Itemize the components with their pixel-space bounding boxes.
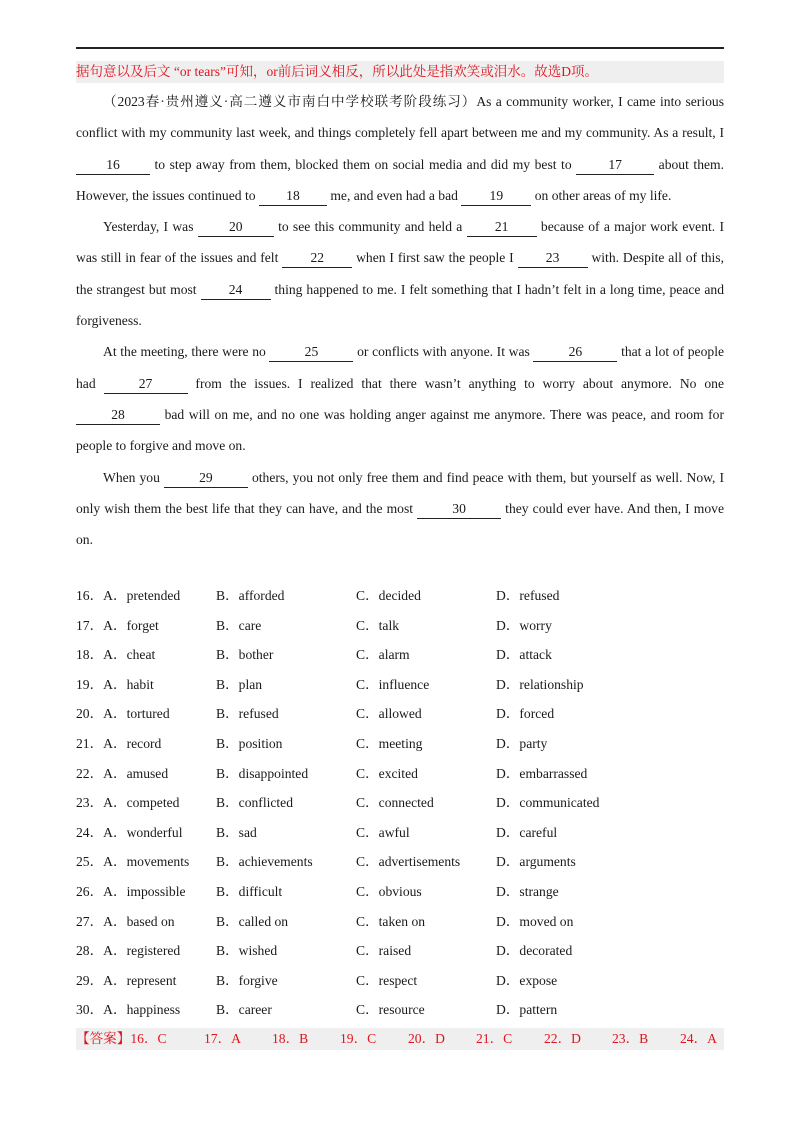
source-note: （2023春·贵州遵义·高二遵义市南白中学校联考阶段练习） xyxy=(103,94,477,109)
option-b: B．achievements xyxy=(216,854,313,870)
option-a: 27．A．based on xyxy=(76,913,175,929)
blank-21: 21 xyxy=(467,218,537,237)
option-c: C．meeting xyxy=(356,735,423,751)
option-b: B．refused xyxy=(216,706,279,722)
option-a: 25．A．movements xyxy=(76,854,190,870)
option-d: D．relationship xyxy=(496,676,584,692)
question-22 xyxy=(76,761,724,791)
paragraph-2 xyxy=(76,211,724,336)
option-a: 28．A．registered xyxy=(76,943,181,959)
question-21 xyxy=(76,731,724,761)
option-b: B．care xyxy=(216,617,262,633)
blank-23: 23 xyxy=(518,249,588,268)
question-17 xyxy=(76,613,724,643)
option-b: B．sad xyxy=(216,824,257,840)
option-a: 22．A．amused xyxy=(76,765,169,781)
option-d: D．communicated xyxy=(496,795,600,811)
option-d: D．careful xyxy=(496,824,558,840)
passage-text: with. Despite all of this, the strangest but most xyxy=(76,250,724,297)
blank-18: 18 xyxy=(259,187,327,206)
question-options xyxy=(76,583,724,1027)
passage-text: they could ever have. And then, I move on. xyxy=(76,500,724,548)
passage-text: on other areas of my life. xyxy=(531,187,672,203)
option-c: C．awful xyxy=(356,824,410,840)
option-c: C．advertisements xyxy=(356,854,461,870)
option-b: B．afforded xyxy=(216,588,285,603)
option-b: B．difficult xyxy=(216,883,283,899)
question-19 xyxy=(76,672,724,702)
option-c: C．decided xyxy=(356,588,421,603)
blank-17: 17 xyxy=(576,156,654,175)
question-16 xyxy=(76,583,724,613)
option-d: D．party xyxy=(496,735,548,751)
cloze-passage xyxy=(76,86,724,555)
option-c: C．obvious xyxy=(356,883,422,899)
passage-text: bad will on me, and no one was holding anger against me anymore. There was peace, and room for people to forgive and move on. xyxy=(76,406,724,454)
passage-text: or conflicts with anyone. It was xyxy=(353,344,534,360)
passage-text: me, and even had a bad xyxy=(326,187,462,203)
blank-26: 26 xyxy=(533,343,617,362)
question-27 xyxy=(76,909,724,939)
option-c: C．raised xyxy=(356,943,412,959)
passage-text: to see this community and held a xyxy=(273,219,467,235)
answer-item: 20．D xyxy=(408,1031,446,1046)
question-20 xyxy=(76,701,724,731)
blank-27: 27 xyxy=(104,375,188,394)
answer-item: 24．A xyxy=(680,1031,718,1046)
paragraph-1 xyxy=(76,86,724,211)
passage-text: thing happened to me. I felt something that I hadn’t felt in a long time, peace and forgiveness. xyxy=(76,281,724,329)
option-c: C．connected xyxy=(356,795,434,811)
paragraph-4 xyxy=(76,462,724,556)
passage-text: when I first saw the people I xyxy=(352,250,518,266)
option-b: B．career xyxy=(216,1002,272,1018)
option-b: B．conflicted xyxy=(216,795,294,811)
option-a: 24．A．wonderful xyxy=(76,824,183,840)
blank-29: 29 xyxy=(164,469,248,488)
passage-text: Yesterday, I was xyxy=(103,219,198,235)
option-c: C．taken on xyxy=(356,913,426,929)
passage-text: others, you not only free them and find peace with them, but yourself as well. Now, I only wish them the best life that they can have, and the most xyxy=(76,469,724,516)
passage-text: As a community worker, I came into serious conflict with my community last week, and things completely fell apart between me and my community. As a result, I xyxy=(76,94,724,141)
question-30 xyxy=(76,997,724,1027)
passage-text: about them. However, the issues continued to xyxy=(76,156,724,203)
blank-25: 25 xyxy=(269,343,353,362)
option-c: C．talk xyxy=(356,617,400,633)
answer-item: 18．B xyxy=(272,1031,309,1046)
passage-text: to step away from them, blocked them on social media and did my best to xyxy=(150,156,577,172)
blank-20: 20 xyxy=(198,218,274,237)
top-rule xyxy=(76,47,724,49)
option-a: 17．A．forget xyxy=(76,617,159,633)
option-a: 19．A．habit xyxy=(76,676,154,692)
option-b: B．plan xyxy=(216,676,263,692)
option-d: D．pattern xyxy=(496,1002,558,1018)
passage-text: At the meeting, there were no xyxy=(103,344,270,360)
option-c: C．alarm xyxy=(356,647,410,663)
answer-item: 23．B xyxy=(612,1031,649,1046)
blank-22: 22 xyxy=(282,249,352,268)
option-d: D．expose xyxy=(496,972,558,988)
blank-30: 30 xyxy=(417,500,501,519)
option-a: 29．A．represent xyxy=(76,972,177,988)
answer-key xyxy=(76,1028,724,1050)
answer-item: 17．A xyxy=(204,1031,242,1046)
option-d: D．arguments xyxy=(496,854,576,870)
question-18 xyxy=(76,642,724,672)
blank-16: 16 xyxy=(76,156,150,175)
option-a: 30．A．happiness xyxy=(76,1002,181,1018)
passage-text: that a lot of people had xyxy=(76,344,724,391)
option-b: B．disappointed xyxy=(216,765,309,781)
option-d: D．embarrassed xyxy=(496,765,588,781)
option-b: B．wished xyxy=(216,943,278,959)
option-d: D．worry xyxy=(496,617,552,633)
option-b: B．called on xyxy=(216,913,289,929)
option-d: D．refused xyxy=(496,588,560,603)
passage-text: from the issues. I realized that there wasn’t anything to worry about anymore. No one xyxy=(187,375,724,391)
blank-24: 24 xyxy=(201,281,271,300)
blank-19: 19 xyxy=(461,187,531,206)
option-a: 21．A．record xyxy=(76,735,162,751)
question-24 xyxy=(76,820,724,850)
question-23 xyxy=(76,790,724,820)
question-28 xyxy=(76,938,724,968)
option-b: B．forgive xyxy=(216,972,278,988)
option-d: D．forced xyxy=(496,706,555,722)
option-b: B．bother xyxy=(216,647,274,663)
blank-28: 28 xyxy=(76,406,160,425)
option-d: D．attack xyxy=(496,647,552,663)
option-a: 20．A．tortured xyxy=(76,706,170,722)
previous-answer-explanation: 据句意以及后文 “or tears”可知，or前后词义相反，所以此处是指欢笑或泪水。故选D项。 xyxy=(76,61,724,83)
option-d: D．decorated xyxy=(496,943,573,959)
option-a: 16．A．pretended xyxy=(76,588,181,603)
option-c: C．respect xyxy=(356,972,418,988)
question-29 xyxy=(76,968,724,998)
passage-text: When you xyxy=(103,469,164,485)
option-a: 23．A．competed xyxy=(76,795,180,811)
paragraph-3 xyxy=(76,336,724,461)
option-c: C．resource xyxy=(356,1002,425,1018)
option-d: D．strange xyxy=(496,883,559,899)
option-c: C．excited xyxy=(356,765,418,781)
answer-item: 21．C xyxy=(476,1031,513,1046)
option-d: D．moved on xyxy=(496,913,574,929)
option-b: B．position xyxy=(216,735,283,751)
answer-label: 【答案】16．C xyxy=(76,1031,167,1046)
answer-item: 19．C xyxy=(340,1031,377,1046)
option-c: C．influence xyxy=(356,676,430,692)
option-c: C．allowed xyxy=(356,706,422,722)
question-26 xyxy=(76,879,724,909)
answer-item: 22．D xyxy=(544,1031,582,1046)
question-25 xyxy=(76,849,724,879)
option-a: 18．A．cheat xyxy=(76,647,156,663)
option-a: 26．A．impossible xyxy=(76,883,186,899)
passage-text: because of a major work event. I was still in fear of the issues and felt xyxy=(76,219,724,266)
